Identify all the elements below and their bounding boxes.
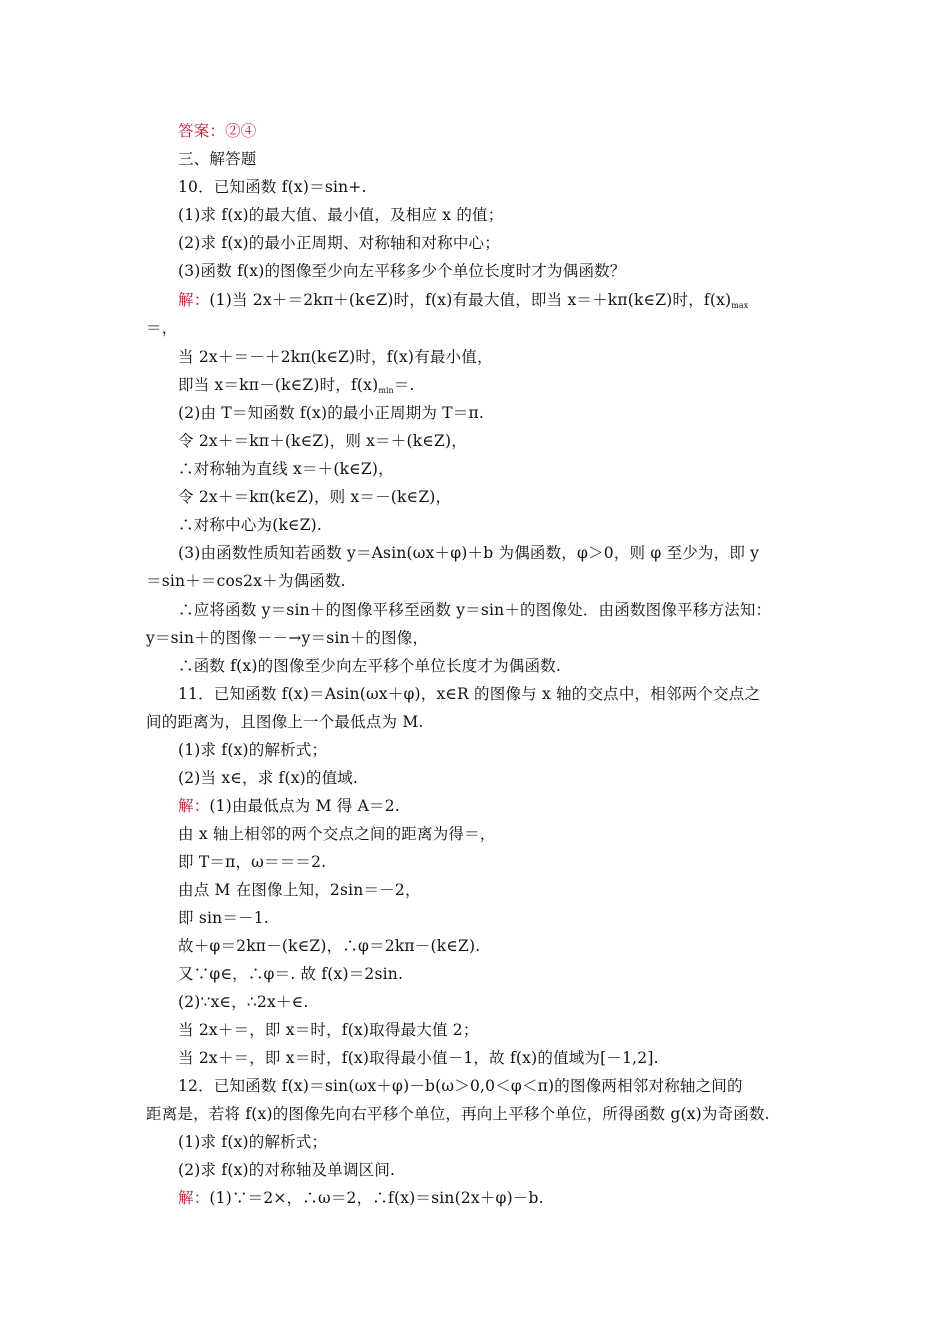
q10-solution-line-9: ∴对称中心为(k∈Z).	[178, 516, 323, 534]
q11-solution-line-6: 故＋φ＝2kπ－(k∈Z)，∴φ＝2kπ－(k∈Z).	[178, 937, 481, 955]
q11-solution-line-5: 即 sin＝－1.	[178, 909, 269, 927]
q10-solution-line-2: ＝，	[146, 319, 178, 337]
q11-solution-line-8: (2)∵x∈，∴2x＋∈.	[178, 993, 309, 1011]
q11-solution-line-4: 由点 M 在图像上知，2sin＝－2，	[178, 881, 421, 899]
q11-stem-line-2: 间的距离为，且图像上一个最低点为 M.	[146, 713, 424, 731]
answer-line	[178, 121, 257, 141]
answer-label: 答案：	[178, 122, 226, 140]
q10-solution-line-5: (2)由 T＝知函数 f(x)的最小正周期为 T＝π.	[178, 404, 485, 422]
answer-value: ②④	[225, 122, 257, 140]
q11-solution-line-1: 解：(1)由最低点为 M 得 A＝2.	[178, 797, 400, 815]
q10-solution-line-4: 即当 x＝kπ－(k∈Z)时，$f(x)_{min}=$.	[178, 376, 415, 395]
q10-part-3: (3)函数 f(x)的图像至少向左平移多少个单位长度时才为偶函数？	[178, 262, 626, 280]
q12-solution-label: 解：	[178, 1189, 210, 1207]
q10-solution-label: 解：	[178, 291, 210, 309]
q12-solution-line-1: 解：(1)∵＝2×，∴ω＝2，∴f(x)＝sin(2x＋φ)－b.	[178, 1189, 544, 1207]
q12-part-2: (2)求 f(x)的对称轴及单调区间.	[178, 1161, 396, 1179]
q11-solution-line-10: 当 2x＋＝，即 x＝时，f(x)取得最小值－1，故 f(x)的值域为[－1,2].	[178, 1049, 659, 1067]
q10-solution-line-6: 令 2x＋＝kπ＋(k∈Z)，则 x＝＋(k∈Z)，	[178, 432, 467, 450]
q10-solution-line-14: ∴函数 f(x)的图像至少向左平移个单位长度才为偶函数.	[178, 657, 562, 675]
q10-solution-line-8: 令 2x＋＝kπ(k∈Z)，则 x＝－(k∈Z)，	[178, 488, 452, 506]
q11-solution-line-7: 又∵φ∈，∴φ＝. 故 f(x)＝2sin.	[178, 965, 404, 983]
q10-solution-line-10: (3)由函数性质知若函数 y＝Asin(ωx＋φ)＋b 为偶函数，φ＞0，则 φ 至少为，即 y	[178, 544, 760, 562]
q11-stem-line-1: 11．已知函数 f(x)＝Asin(ωx＋φ)，x∈R 的图像与 x 轴的交点中，相邻两个交点之	[178, 685, 761, 703]
q11-solution-line-2: 由 x 轴上相邻的两个交点之间的距离为得＝，	[178, 825, 496, 843]
q12-stem-line-1: 12．已知函数 f(x)＝sin(ωx＋φ)－b(ω＞0,0＜φ＜π)的图像两相邻对称轴之间的	[178, 1077, 743, 1095]
q12-stem-line-2: 距离是，若将 f(x)的图像先向右平移个单位，再向上平移个单位，所得函数 g(x)为奇函数.	[146, 1105, 770, 1123]
q10-part-2: (2)求 f(x)的最小正周期、对称轴和对称中心；	[178, 234, 500, 252]
section-title: 三、解答题	[178, 150, 257, 168]
q11-solution-line-9: 当 2x＋＝，即 x＝时，f(x)取得最大值 2；	[178, 1021, 479, 1039]
q10-solution-line-12: ∴应将函数 y＝sin＋的图像平移至函数 y＝sin＋的图像处．由函数图像平移方法知：	[178, 601, 772, 619]
q10-solution-line-11: ＝sin＋＝cos2x＋为偶函数.	[146, 572, 346, 590]
q11-part-2: (2)当 x∈，求 f(x)的值域.	[178, 769, 359, 787]
q11-solution-label: 解：	[178, 797, 210, 815]
q10-solution-line-3: 当 2x＋＝－＋2kπ(k∈Z)时，f(x)有最小值，	[178, 348, 493, 366]
q10-solution-line-1: 解：(1)当 2x＋＝2kπ＋(k∈Z)时，f(x)有最大值，即当 x＝＋kπ(k∈Z)时，$f(x)_{max}$	[178, 291, 749, 310]
q11-part-1: (1)求 f(x)的解析式；	[178, 741, 328, 759]
q10-stem: 10．已知函数 f(x)＝sin+.	[178, 178, 367, 196]
q10-solution-line-13: y＝sin＋的图像－－→y＝sin＋的图像，	[146, 629, 429, 647]
q10-solution-line-7: ∴对称轴为直线 x＝＋(k∈Z)，	[178, 460, 394, 478]
q12-part-1: (1)求 f(x)的解析式；	[178, 1133, 328, 1151]
q10-part-1: (1)求 f(x)的最大值、最小值，及相应 x 的值；	[178, 206, 504, 224]
q11-solution-line-3: 即 T＝π，ω＝＝＝2.	[178, 853, 327, 871]
